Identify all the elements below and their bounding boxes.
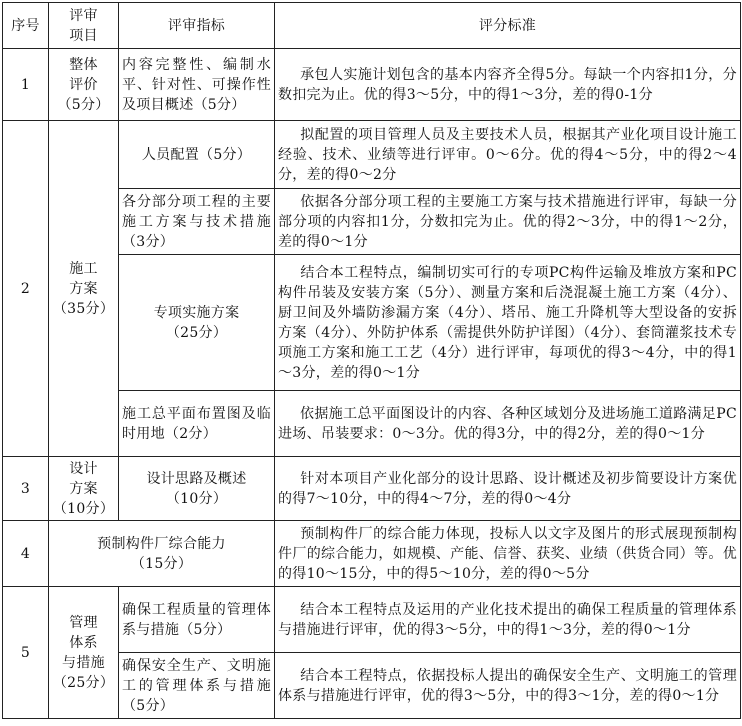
section-item-line: 设计 [69, 460, 98, 477]
criteria-text: 针对本项目产业化部分的设计思路、设计概述及初步简要设计方案优的得7～10分，中的得4～7分，差的得0～4分 [278, 470, 737, 507]
table-row [3, 587, 741, 653]
section-no: 3 [3, 457, 49, 521]
index-line: 设计思路及概述 [146, 470, 247, 487]
criteria-cell [275, 521, 741, 587]
criteria-cell [275, 49, 741, 121]
section-item-line: 施工 [69, 260, 98, 277]
index-line: （25分） [165, 324, 228, 341]
table-row [3, 521, 741, 587]
criteria-text: 结合本工程特点及运用的产业化技术提出的确保工程质量的管理体系与措施进行评审，优的得3～5分，中的得1～3分，差的得0～1分 [278, 601, 737, 638]
header-item-line1: 评审 [69, 7, 98, 24]
section-item [49, 121, 119, 457]
criteria-cell [275, 121, 741, 189]
index-cell [119, 255, 275, 391]
section-item-line: （15分） [130, 555, 193, 572]
criteria-text: 拟配置的项目管理人员及主要技术人员，根据其产业化项目设计施工经验、技术、业绩等进行评审。0～6分。优的得4～5分，中的得2～4分，差的得0～2分 [278, 126, 737, 183]
index-cell: 各分部分项工程的主要施工方案与技术措施（3分） [119, 189, 275, 255]
table-row [3, 457, 741, 521]
index-cell: 确保安全生产、文明施工的管理体系与措施（5分） [119, 653, 275, 719]
section-item-line: 与措施 [62, 654, 105, 671]
section-item [49, 587, 119, 719]
index-cell: 确保工程质量的管理体系与措施（5分） [119, 587, 275, 653]
section-item-line: 体系 [69, 634, 98, 651]
criteria-text: 依据施工总平面图设计的内容、各种区域划分及进场施工道路满足PC进场、吊装要求：0～3分。优的得3分，中的得2分，差的得0～1分 [278, 405, 737, 442]
section-no: 4 [3, 521, 49, 587]
index-line: 专项实施方案 [153, 304, 240, 321]
section-item-line: 整体 [69, 56, 98, 73]
section-item-line: 评价 [69, 76, 98, 93]
criteria-text: 预制构件厂的综合能力体现，投标人以文字及图片的形式展现预制构件厂的综合能力，如规模、产能、信誉、获奖、业绩（供货合同）等。优的得10～15分，中的得5～10分，差的得0～5分 [278, 525, 737, 582]
criteria-text: 结合本工程特点，依据投标人提出的确保安全生产、文明施工的管理体系与措施进行评审，优的得3～5分，中的得3～1分，差的得0～1分 [278, 667, 737, 704]
header-row [3, 3, 741, 49]
section-no: 2 [3, 121, 49, 457]
criteria-text: 依据各分部分项工程的主要施工方案与技术措施进行评审，每缺一分部分项的内容扣1分，分数扣完为止。优的得2～3分，中的得1～2分，差的得0～1分 [278, 193, 737, 250]
header-item-line2: 项目 [69, 27, 98, 44]
header-item [49, 3, 119, 49]
index-line: （10分） [165, 490, 228, 507]
index-cell: 人员配置（5分） [119, 121, 275, 189]
section-item [49, 49, 119, 121]
index-cell: 施工总平面布置图及临时用地（2分） [119, 391, 275, 457]
section-item [49, 457, 119, 521]
table-row [3, 49, 741, 121]
header-criteria: 评分标准 [275, 3, 741, 49]
criteria-text: 承包人实施计划包含的基本内容齐全得5分。每缺一个内容扣1分，分数扣完为止。优的得3～5分，中的得1～3分，差的得0-1分 [278, 66, 737, 103]
criteria-cell [275, 255, 741, 391]
section-item-line: 方案 [69, 280, 98, 297]
section-item-line: （10分） [52, 500, 115, 517]
index-cell: 内容完整性、编制水平、针对性、可操作性及项目概述（5分） [119, 49, 275, 121]
section-item-line: 预制构件厂综合能力 [97, 535, 226, 552]
section-item-line: 管理 [69, 614, 98, 631]
section-no: 1 [3, 49, 49, 121]
header-no: 序号 [3, 3, 49, 49]
section-item-line: （35分） [52, 300, 115, 317]
scoring-table [2, 2, 741, 719]
section-no: 5 [3, 587, 49, 719]
criteria-cell [275, 189, 741, 255]
table-row [3, 121, 741, 189]
criteria-text: 结合本工程特点，编制切实可行的专项PC构件运输及堆放方案和PC构件吊装及安装方案（5分）、测量方案和后浇混凝土施工方案（4分）、厨卫间及外墙防渗漏方案（4分）、塔吊、施工升降机等大型设备的安拆方案（4分）、外防护体系（需提供外防护详图）（4分）、套筒灌浆技术专项施工方案和施工工艺（4分）进行评审，每项优的得3～4分，中的得1～3分，差的得0～1分 [278, 264, 737, 381]
criteria-cell [275, 587, 741, 653]
section-item-line: 方案 [69, 480, 98, 497]
criteria-cell [275, 457, 741, 521]
index-cell [119, 457, 275, 521]
section-item [49, 521, 275, 587]
header-index: 评审指标 [119, 3, 275, 49]
section-item-line: （25分） [52, 674, 115, 691]
criteria-cell [275, 391, 741, 457]
criteria-cell [275, 653, 741, 719]
section-item-line: （5分） [57, 96, 110, 113]
